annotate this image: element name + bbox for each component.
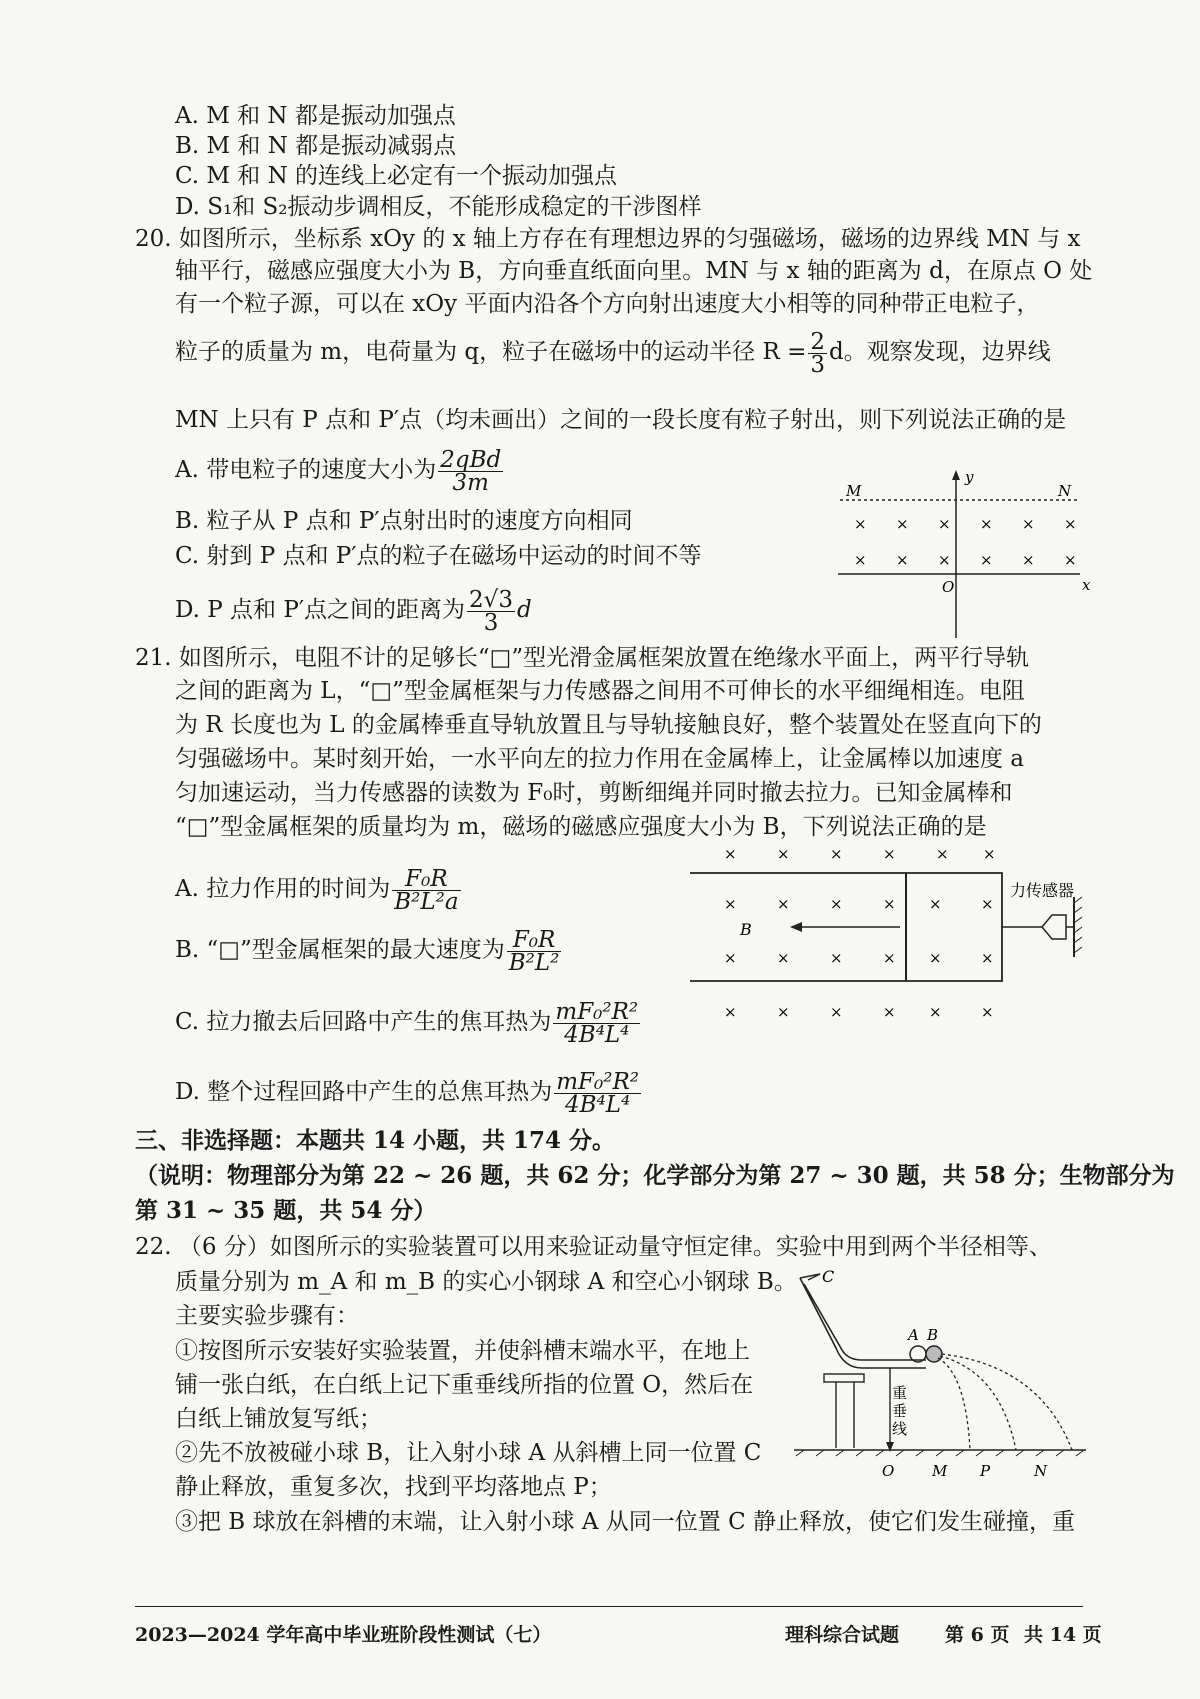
field-cross: ×: [980, 515, 993, 533]
field-cross: ×: [777, 845, 790, 863]
q22-ground-hatch-icon: [796, 1450, 1084, 1456]
q21-option-a-numerator: F₀R: [392, 868, 460, 891]
q20-stem-line2: 轴平行，磁感应强度大小为 B，方向垂直纸面向里。MN 与 x 轴的距离为 d，在原点 O 处: [175, 258, 1093, 284]
q20-radius-denominator: 3: [810, 351, 826, 378]
q21-option-b: [175, 925, 563, 975]
q22-label-b: B: [927, 1326, 939, 1344]
q20-radius-numerator: 2: [810, 328, 826, 355]
q21-rail-figure: [690, 845, 1090, 1025]
q19-option-b: B. M 和 N 都是振动减弱点: [175, 133, 457, 159]
field-cross: ×: [1064, 515, 1077, 533]
q20-stem-line1: 20. 如图所示，坐标系 xOy 的 x 轴上方存在有理想边界的匀强磁场，磁场的边界线 MN 与 x: [135, 226, 1081, 252]
field-cross: ×: [777, 1003, 790, 1021]
field-cross: ×: [1022, 515, 1035, 533]
q22-label-c: C: [822, 1267, 835, 1286]
q21-field-crosses: [724, 845, 996, 1021]
field-cross: ×: [983, 845, 996, 863]
q20-option-a-denominator: 3m: [452, 469, 489, 496]
q19-option-c: C. M 和 N 的连线上必定有一个振动加强点: [175, 163, 618, 189]
field-cross: ×: [724, 845, 737, 863]
q21-option-c-numerator: mF₀²R²: [555, 998, 639, 1025]
field-cross: ×: [980, 551, 993, 569]
field-cross: ×: [830, 1003, 843, 1021]
field-cross: ×: [1022, 551, 1035, 569]
q21-option-a-denominator: B²L²a: [394, 888, 459, 915]
q21-option-d-denominator: 4B⁴L⁴: [565, 1091, 631, 1118]
q21-option-d-fraction: [554, 1068, 641, 1118]
q21-stem-line5: 匀加速运动，当力传感器的读数为 F₀时，剪断细绳并同时撤去拉力。已知金属棒和: [175, 780, 1013, 806]
q20-option-a-text: A. 带电粒子的速度大小为: [175, 457, 437, 483]
field-cross: ×: [929, 949, 942, 967]
q21-stem-line4: 匀强磁场中。某时刻开始，一水平向左的拉力作用在金属棒上，让金属棒以加速度 a: [175, 746, 1025, 772]
q21-option-a: [175, 864, 463, 914]
field-cross: ×: [981, 949, 994, 967]
q20-option-d-numerator: 2√3: [469, 586, 513, 613]
field-cross: ×: [981, 895, 994, 913]
field-cross: ×: [854, 515, 867, 533]
q20-stem-line4-text: 粒子的质量为 m，电荷量为 q，粒子在磁场中的运动半径 R =: [175, 339, 807, 365]
q22-plumb-char: 线: [892, 1420, 908, 1438]
q22-label-a: A: [908, 1326, 919, 1344]
q20-label-origin: O: [942, 578, 955, 596]
q20-label-y: y: [965, 468, 974, 486]
footer-total-pages: 共 14 页: [1024, 1624, 1102, 1646]
q21-arrow-head-icon: [790, 922, 802, 932]
q20-option-a: [175, 445, 505, 495]
field-cross: ×: [883, 949, 896, 967]
footer-subject: 理科综合试题: [785, 1624, 900, 1646]
q21-label-sensor: 力传感器: [1010, 881, 1075, 900]
q20-label-x: x: [1082, 576, 1090, 594]
q20-option-d-denominator: 3: [483, 609, 499, 636]
q22-label-plumb: [892, 1384, 907, 1438]
q21-stem-line6: “□”型金属框架的质量均为 m，磁场的磁感应强度大小为 B，下列说法正确的是: [175, 814, 987, 840]
field-cross: ×: [936, 845, 949, 863]
field-cross: ×: [724, 1003, 737, 1021]
q21-option-b-text: B. “□”型金属框架的最大速度为: [175, 937, 505, 963]
q22-step1-line1: ①按图所示安装好实验装置，并使斜槽末端水平，在地上: [175, 1338, 750, 1364]
q20-magnetic-field-figure: [830, 468, 1090, 640]
section3-note-line2: 第 31 ~ 35 题，共 54 分）: [135, 1197, 437, 1224]
q22-label-o: O: [882, 1462, 895, 1480]
q22-stem-line1: 22. （6 分）如图所示的实验装置可以用来验证动量守恒定律。实验中用到两个半径相等、: [135, 1234, 1052, 1260]
q21-option-a-text: A. 拉力作用的时间为: [175, 876, 391, 902]
field-cross: ×: [777, 895, 790, 913]
q22-step2-line1: ②先不放被碰小球 B，让入射小球 A 从斜槽上同一位置 C: [175, 1440, 762, 1466]
field-cross: ×: [883, 845, 896, 863]
q22-step1-line2: 铺一张白纸，在白纸上记下重垂线所指的位置 O，然后在: [175, 1372, 754, 1398]
q22-step3-line1: ③把 B 球放在斜槽的末端，让入射小球 A 从同一位置 C 静止释放，使它们发生碰撞，重: [175, 1509, 1075, 1535]
q22-step2-line2: 静止释放，重复多次，找到平均落地点 P；: [175, 1474, 612, 1500]
q21-stem-line2: 之间的距离为 L，“□”型金属框架与力传感器之间用不可伸长的水平细绳相连。电阻: [175, 678, 1025, 704]
q21-option-c: [175, 997, 642, 1047]
q20-stem-line4-tail: d。观察发现，边界线: [829, 339, 1051, 365]
q20-option-c: C. 射到 P 点和 P′点的粒子在磁场中运动的时间不等: [175, 543, 702, 569]
q20-label-n: N: [1058, 482, 1072, 500]
field-cross: ×: [724, 895, 737, 913]
field-cross: ×: [724, 949, 737, 967]
q22-trajectories: [938, 1354, 1072, 1450]
q21-stem-line1: 21. 如图所示，电阻不计的足够长“□”型光滑金属框架放置在绝缘水平面上，两平行导轨: [135, 645, 1030, 671]
q21-option-c-denominator: 4B⁴L⁴: [564, 1021, 630, 1048]
q20-stem-line3: 有一个粒子源，可以在 xOy 平面内沿各个方向射出速度大小相等的同种带正电粒子，: [175, 291, 1040, 317]
q21-option-b-numerator: F₀R: [507, 929, 562, 952]
q21-option-a-fraction: [392, 865, 460, 915]
field-cross: ×: [883, 895, 896, 913]
section3-note-line1: （说明：物理部分为第 22 ~ 26 题，共 62 分；化学部分为第 27 ~ 30 题，共 58 分；生物部分为: [135, 1162, 1175, 1189]
field-cross: ×: [896, 515, 909, 533]
q20-option-a-numerator: 2qBd: [440, 446, 502, 473]
field-cross: ×: [854, 551, 867, 569]
q20-stem-line4: [175, 327, 1051, 377]
field-cross: ×: [938, 515, 951, 533]
q21-option-d-text: D. 整个过程回路中产生的总焦耳热为: [175, 1079, 553, 1105]
q21-option-b-denominator: B²L²: [508, 949, 560, 976]
q20-radius-fraction: [808, 328, 827, 378]
footer-page-number: 第 6 页: [945, 1624, 1010, 1646]
q22-chute: [800, 1274, 926, 1368]
q20-option-d-unit: d: [516, 597, 532, 623]
q20-stem-line5: MN 上只有 P 点和 P′点（均未画出）之间的一段长度有粒子射出，则下列说法正确的是: [175, 407, 1067, 433]
q22-apparatus-figure: [790, 1262, 1090, 1488]
field-cross: ×: [777, 949, 790, 967]
field-cross: ×: [929, 895, 942, 913]
field-cross: ×: [896, 551, 909, 569]
q21-option-c-text: C. 拉力撤去后回路中产生的焦耳热为: [175, 1009, 552, 1035]
q22-stem-line3: 主要实验步骤有：: [175, 1303, 359, 1329]
field-cross: ×: [938, 551, 951, 569]
field-cross: ×: [929, 1003, 942, 1021]
q21-stem-line3: 为 R 长度也为 L 的金属棒垂直导轨放置且与导轨接触良好，整个装置处在竖直向下的: [175, 712, 1042, 738]
q22-plumb-char: 垂: [892, 1402, 908, 1420]
field-cross: ×: [830, 895, 843, 913]
q22-table-top: [824, 1374, 864, 1382]
q20-option-d-text: D. P 点和 P′点之间的距离为: [175, 597, 466, 623]
q21-wall-hatch-icon: [1074, 897, 1082, 953]
field-cross: ×: [883, 1003, 896, 1021]
q22-plumb-char: 重: [892, 1384, 908, 1402]
q21-option-d-numerator: mF₀²R²: [556, 1068, 639, 1095]
field-cross: ×: [1064, 551, 1077, 569]
field-cross: ×: [830, 949, 843, 967]
q21-option-d: [175, 1067, 643, 1117]
q22-step1-line3: 白纸上铺放复写纸；: [175, 1406, 382, 1432]
q19-option-a: A. M 和 N 都是振动加强点: [175, 103, 456, 129]
q20-option-d-fraction: [467, 586, 515, 636]
q19-option-d: D. S₁和 S₂振动步调相反，不能形成稳定的干涉图样: [175, 194, 702, 220]
q21-option-c-fraction: [553, 998, 640, 1048]
q20-option-b: B. 粒子从 P 点和 P′点射出时的速度方向相同: [175, 508, 633, 534]
q21-label-b: B: [740, 920, 752, 939]
q22-stem-line2: 质量分别为 m_A 和 m_B 的实心小钢球 A 和空心小钢球 B。: [175, 1269, 797, 1295]
q20-label-m: M: [846, 482, 862, 500]
q21-force-sensor-icon: [1042, 915, 1066, 939]
q20-y-arrow-icon: [952, 470, 960, 480]
footer-rule: [135, 1606, 1083, 1607]
q22-label-p: P: [980, 1462, 991, 1480]
field-cross: ×: [981, 1003, 994, 1021]
q22-label-m: M: [932, 1462, 948, 1480]
q21-option-b-fraction: [507, 926, 562, 976]
q22-label-n: N: [1034, 1462, 1048, 1480]
q20-option-a-fraction: [438, 446, 503, 496]
q20-option-d: [175, 584, 532, 636]
q20-field-crosses: [854, 515, 1077, 569]
field-cross: ×: [830, 845, 843, 863]
footer-exam-title: 2023—2024 学年高中毕业班阶段性测试（七）: [135, 1624, 552, 1646]
section3-title: 三、非选择题：本题共 14 小题，共 174 分。: [135, 1127, 616, 1154]
